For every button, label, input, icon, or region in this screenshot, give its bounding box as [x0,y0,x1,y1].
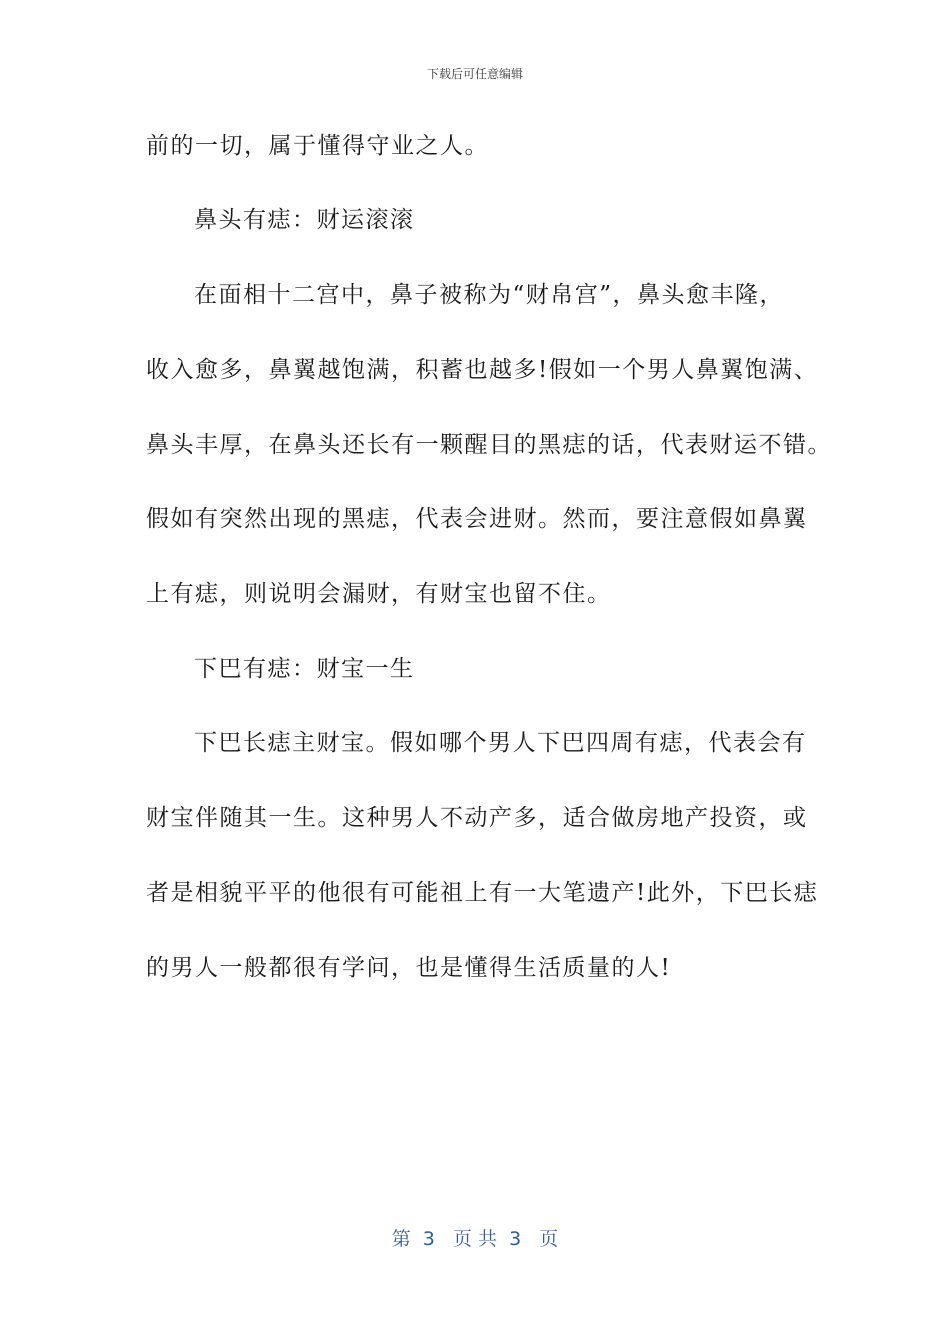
paragraph-line: 假如有突然出现的黑痣，代表会进财。然而，要注意假如鼻翼 [146,506,808,532]
paragraph-line: 鼻头丰厚，在鼻头还长有一颗醒目的黑痣的话，代表财运不错。 [146,432,832,458]
paragraph-line: 上有痣，则说明会漏财，有财宝也留不住。 [146,581,612,607]
paragraph-line: 在面相十二宫中，鼻子被称为“财帛宫”，鼻头愈丰隆， [194,282,785,308]
paragraph-line: 财宝伴随其一生。这种男人不动产多，适合做房地产投资，或 [146,805,808,831]
page-footer: 第 3 页 共 3 页 [391,1228,559,1250]
paragraph-line: 下巴长痣主财宝。假如哪个男人下巴四周有痣，代表会有 [194,730,807,756]
paragraph-line: 者是相貌平平的他很有可能祖上有一大笔遗产!此外，下巴长痣 [146,880,819,906]
paragraph-line: 的男人一般都很有学问，也是懂得生活质量的人! [146,955,672,981]
section-heading: 鼻头有痣：财运滚滚 [194,207,415,233]
section-heading: 下巴有痣：财宝一生 [194,656,415,682]
paragraph-line: 收入愈多，鼻翼越饱满，积蓄也越多!假如一个男人鼻翼饱满、 [146,357,819,383]
page-header: 下载后可任意编辑 [426,67,523,81]
paragraph-line: 前的一切，属于懂得守业之人。 [146,133,489,159]
